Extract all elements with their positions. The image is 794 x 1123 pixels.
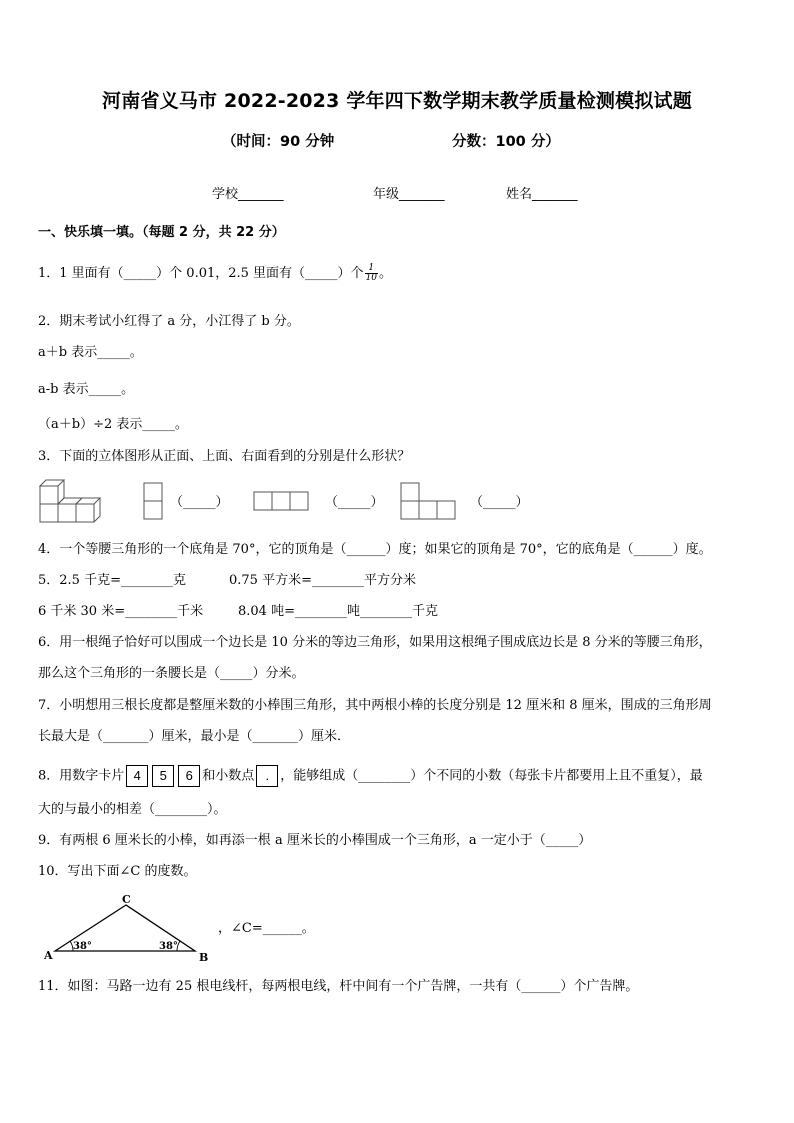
- q1-text: 1．1 里面有（_____）个 0.01，2.5 里面有（_____）个: [38, 266, 364, 281]
- fraction: [365, 264, 378, 283]
- decimal-point-card: .: [256, 765, 278, 787]
- question-5-a: 5．2.5 千克=________克: [38, 573, 186, 588]
- question-1: [38, 264, 392, 283]
- question-2-line-2: a-b 表示_____。: [38, 382, 135, 397]
- name-field: 姓名_______: [506, 187, 578, 202]
- question-10-answer: ，∠C=______。: [218, 921, 315, 936]
- school-field: 学校_______: [212, 187, 284, 202]
- q1-end: 。: [379, 266, 393, 281]
- question-6-line-1: 6．用一根绳子恰好可以围成一个边长是 10 分米的等边三角形，如果用这根绳子围成底边长是 8 分米的等腰三角形，: [38, 635, 712, 650]
- question-8-line-1: [38, 765, 703, 787]
- q8-mid: 和小数点: [202, 768, 255, 784]
- question-9: 9．有两根 6 厘米长的小棒，如再添一根 a 厘米长的小棒围成一个三角形，a 一定小于（_____）: [38, 833, 592, 848]
- page-title: 河南省义马市 2022-2023 学年四下数学期末教学质量检测模拟试题: [102, 90, 692, 112]
- question-2-line-3: （a＋b）÷2 表示_____。: [38, 417, 188, 432]
- view-blank-3: （_____）: [470, 495, 529, 510]
- vertex-label-c: C: [122, 893, 131, 906]
- exam-score: 分数：100 分）: [452, 134, 560, 150]
- fraction-denominator: 10: [365, 273, 378, 283]
- question-2-line-1: a＋b 表示_____。: [38, 345, 143, 360]
- q8-pre: 8．用数字卡片: [38, 768, 125, 784]
- digit-card-4: 4: [126, 765, 148, 787]
- question-7-line-1: 7．小明想用三根长度都是整厘米数的小棒围三角形，其中两根小棒的长度分别是 12 厘米和 8 厘米，围成的三角形周: [38, 698, 712, 713]
- question-8-line-2: 大的与最小的相差（________）。: [38, 802, 227, 817]
- vertex-label-a: A: [44, 949, 53, 962]
- digit-card-5: 5: [152, 765, 174, 787]
- triangle-figure: [40, 893, 215, 965]
- view-shape-3: [400, 482, 460, 522]
- digit-card-6: 6: [178, 765, 200, 787]
- question-10-stem: 10．写出下面∠C 的度数。: [38, 864, 197, 879]
- question-5-d: 8.04 吨=________吨________千克: [238, 604, 438, 619]
- question-5-b: 0.75 平方米=________平方分米: [229, 573, 416, 588]
- exam-time: （时间：90 分钟: [222, 134, 335, 150]
- fraction-numerator: 1: [365, 264, 378, 274]
- question-3-stem: 3．下面的立体图形从正面、上面、右面看到的分别是什么形状？: [38, 449, 411, 464]
- cube-stack-figure: [38, 478, 104, 526]
- question-4: 4．一个等腰三角形的一个底角是 70°，它的顶角是（______）度；如果它的顶角是 70°，它的底角是（______）度。: [38, 542, 712, 557]
- view-blank-1: （_____）: [170, 495, 229, 510]
- q8-post: ，能够组成（________）个不同的小数（每张卡片都要用上且不重复），最: [280, 768, 703, 784]
- question-7-line-2: 长最大是（_______）厘米，最小是（_______）厘米．: [38, 729, 351, 744]
- grade-field: 年级_______: [373, 187, 445, 202]
- view-shape-2: [253, 491, 311, 513]
- vertex-label-b: B: [199, 951, 209, 964]
- view-blank-2: （_____）: [325, 495, 384, 510]
- question-6-line-2: 那么这个三角形的一条腰长是（_____）分米。: [38, 666, 305, 681]
- question-11: 11．如图：马路一边有 25 根电线杆，每两根电线，杆中间有一个广告牌，一共有（______）个广告牌。: [38, 979, 639, 994]
- angle-a-label: 38°: [73, 941, 92, 952]
- section-heading: 一、快乐填一填。（每题 2 分，共 22 分）: [38, 225, 285, 240]
- question-2-stem: 2．期末考试小红得了 a 分，小江得了 b 分。: [38, 314, 300, 329]
- question-5-c: 6 千米 30 米=________千米: [38, 604, 204, 619]
- angle-b-label: 38°: [159, 941, 178, 952]
- view-shape-1: [143, 482, 163, 522]
